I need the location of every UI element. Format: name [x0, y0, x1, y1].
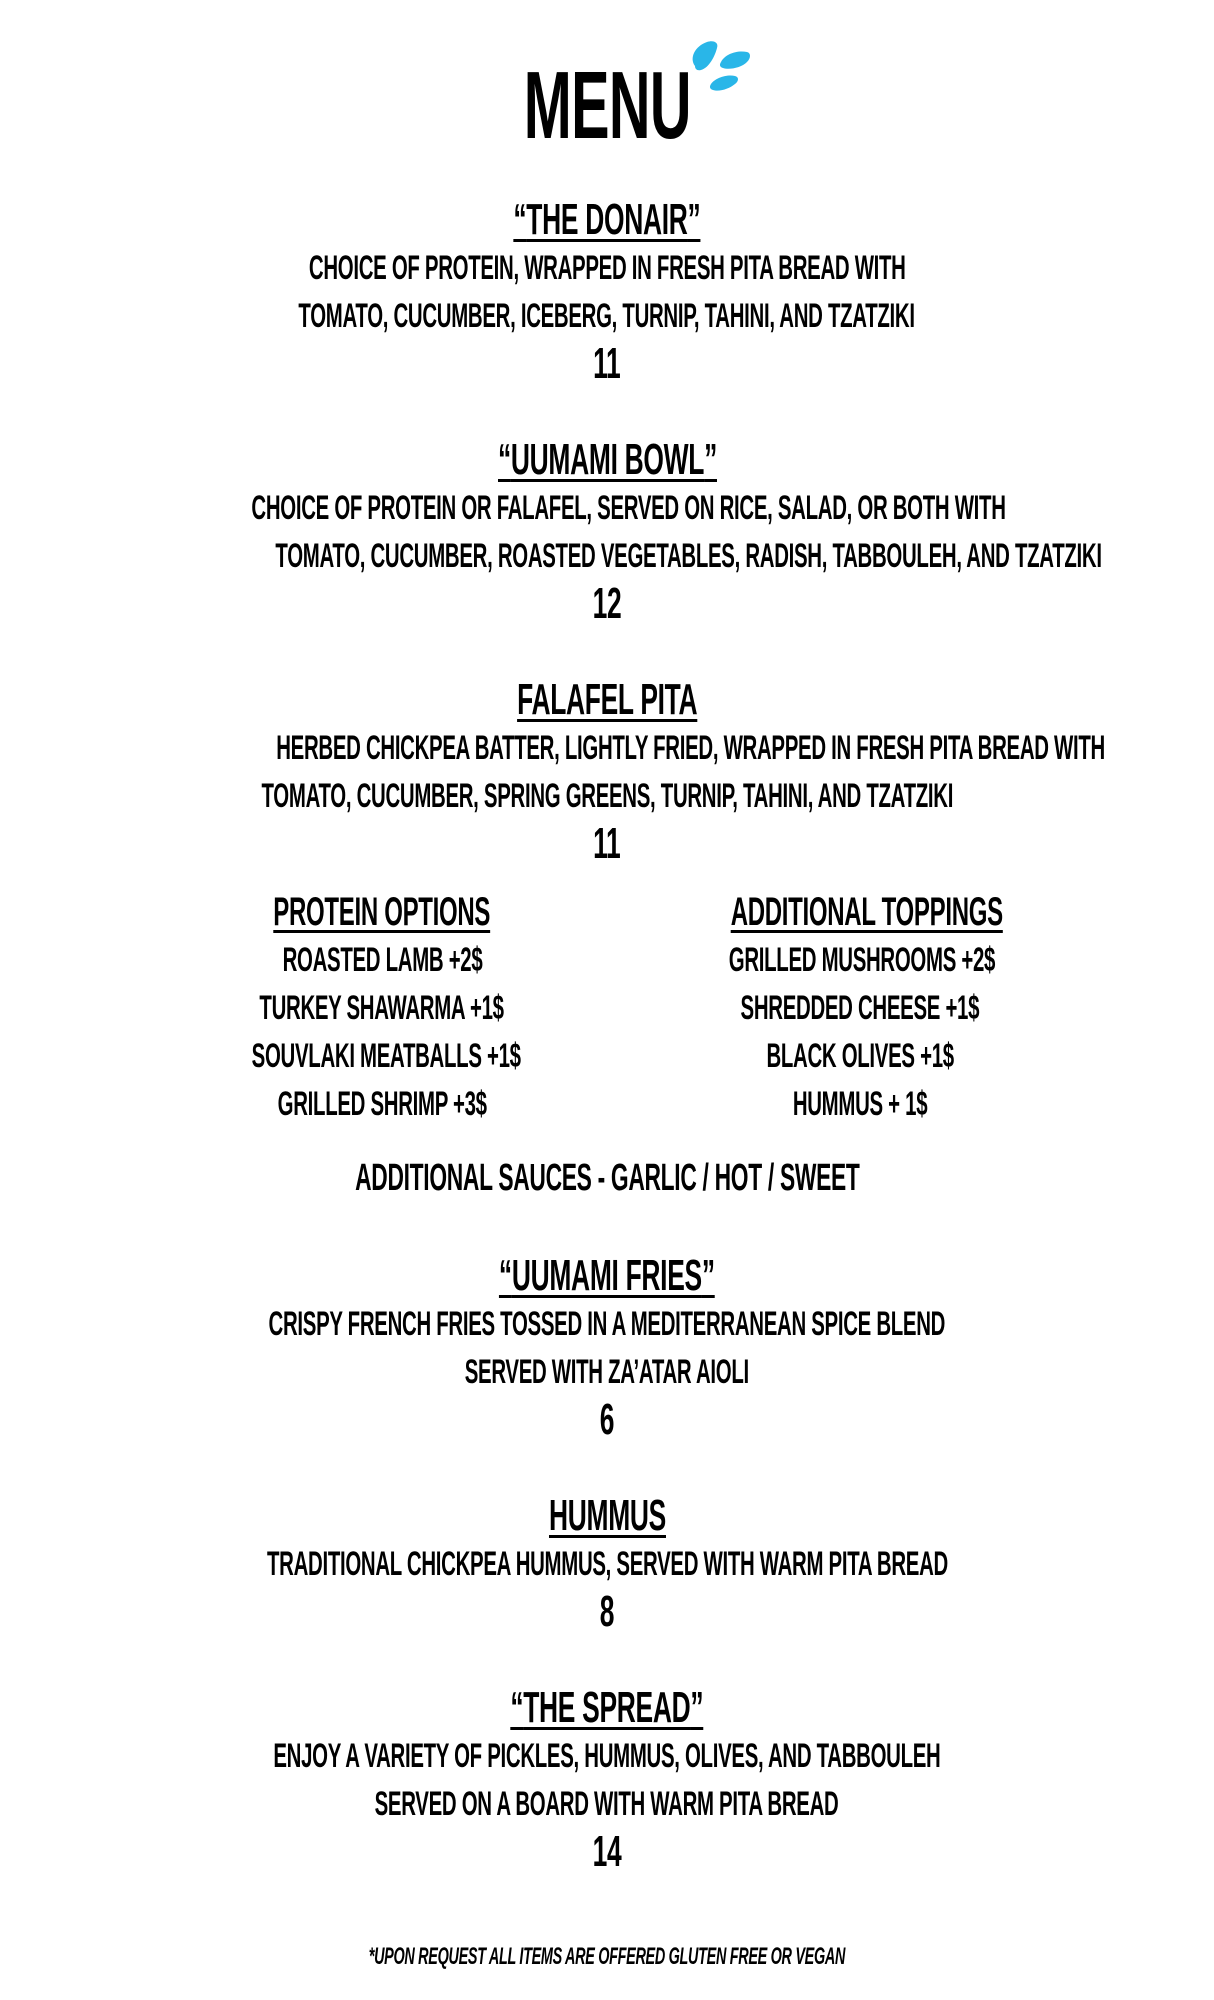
item-price: 14	[592, 1827, 622, 1876]
protein-options-heading: PROTEIN OPTIONS	[273, 890, 491, 934]
item-title: FALAFEL PITA	[516, 675, 698, 724]
item-description-line: SERVED WITH ZA’ATAR AIOLI	[464, 1353, 750, 1391]
topping-option: BLACK OLIVES +1$	[766, 1037, 954, 1075]
item-description-line: CHOICE OF PROTEIN OR FALAFEL, SERVED ON RICE, SALAD, OR BOTH WITH	[251, 489, 1006, 527]
menu-item-donair: “THE DONAIR” CHOICE OF PROTEIN, WRAPPED IN FRESH PITA BREAD WITH TOMATO, CUCUMBER, ICEBERG, TURNIP, TAHINI, AND TZATZIKI 11	[298, 195, 916, 388]
item-description-line: CHOICE OF PROTEIN, WRAPPED IN FRESH PITA BREAD WITH	[308, 249, 906, 287]
protein-option: SOUVLAKI MEATBALLS +1$	[251, 1037, 521, 1075]
protein-option: TURKEY SHAWARMA +1$	[259, 989, 505, 1027]
item-title: THE SPREAD	[523, 1683, 691, 1732]
item-price: 8	[599, 1587, 615, 1636]
sauces-text: ADDITIONAL SAUCES - GARLIC / HOT / SWEET	[354, 1157, 860, 1199]
menu-item-the-spread: “THE SPREAD” ENJOY A VARIETY OF PICKLES, HUMMUS, OLIVES, AND TABBOULEH SERVED ON A BOARD WITH WARM PITA BREAD 14	[273, 1683, 941, 1876]
sauces-line	[0, 1154, 1214, 1202]
item-price: 12	[592, 579, 622, 628]
item-description-line: CRISPY FRENCH FRIES TOSSED IN A MEDITERRANEAN SPICE BLEND	[268, 1305, 946, 1343]
topping-option: HUMMUS + 1$	[792, 1085, 928, 1123]
protein-option: ROASTED LAMB +2$	[282, 941, 482, 979]
menu-item-uumami-bowl: “UUMAMI BOWL” CHOICE OF PROTEIN OR FALAFEL, SERVED ON RICE, SALAD, OR BOTH WITH TOMATO, CUCUMBER, ROASTED VEGETABLES, RADISH, TABBOULEH, AND TZATZIKI 12	[251, 435, 1102, 628]
footnote-text: *UPON REQUEST ALL ITEMS ARE OFFERED GLUTEN FREE OR VEGAN	[368, 1943, 846, 1970]
item-description-line: TOMATO, CUCUMBER, SPRING GREENS, TURNIP, TAHINI, AND TZATZIKI	[261, 777, 953, 815]
topping-option: GRILLED MUSHROOMS +2$	[728, 941, 996, 979]
item-description-line: SERVED ON A BOARD WITH WARM PITA BREAD	[375, 1785, 839, 1823]
item-title: THE DONAIR	[526, 195, 688, 244]
menu-title: MENU	[523, 52, 691, 159]
toppings-heading: ADDITIONAL TOPPINGS	[730, 890, 1003, 934]
item-description-line: HERBED CHICKPEA BATTER, LIGHTLY FRIED, WRAPPED IN FRESH PITA BREAD WITH	[276, 729, 1105, 767]
options-section	[0, 888, 1214, 1128]
protein-options	[162, 888, 602, 1128]
item-price: 11	[593, 339, 621, 388]
item-price: 6	[599, 1395, 615, 1444]
item-title: UUMAMI FRIES	[512, 1251, 702, 1300]
menu-header	[0, 52, 1214, 159]
water-drops-icon	[685, 36, 755, 106]
item-description-line: ENJOY A VARIETY OF PICKLES, HUMMUS, OLIVES, AND TABBOULEH	[273, 1737, 941, 1775]
item-description-line: TRADITIONAL CHICKPEA HUMMUS, SERVED WITH WARM PITA BREAD	[266, 1545, 948, 1583]
item-title: UUMAMI BOWL	[510, 435, 704, 484]
footnote	[0, 1942, 1214, 1972]
menu-item-falafel-pita	[0, 676, 1214, 868]
menu-item-hummus	[0, 1492, 1214, 1636]
item-description-line: TOMATO, CUCUMBER, ROASTED VEGETABLES, RADISH, TABBOULEH, AND TZATZIKI	[275, 537, 1102, 575]
additional-toppings	[640, 888, 1080, 1128]
item-title: HUMMUS	[548, 1491, 666, 1540]
item-description-line: TOMATO, CUCUMBER, ICEBERG, TURNIP, TAHINI, AND TZATZIKI	[298, 297, 916, 335]
item-price: 11	[593, 819, 621, 868]
protein-option: GRILLED SHRIMP +3$	[277, 1085, 487, 1123]
topping-option: SHREDDED CHEESE +1$	[740, 989, 980, 1027]
menu-item-uumami-fries: “UUMAMI FRIES” CRISPY FRENCH FRIES TOSSED IN A MEDITERRANEAN SPICE BLEND SERVED WITH ZA’ATAR AIOLI 6	[268, 1251, 946, 1444]
